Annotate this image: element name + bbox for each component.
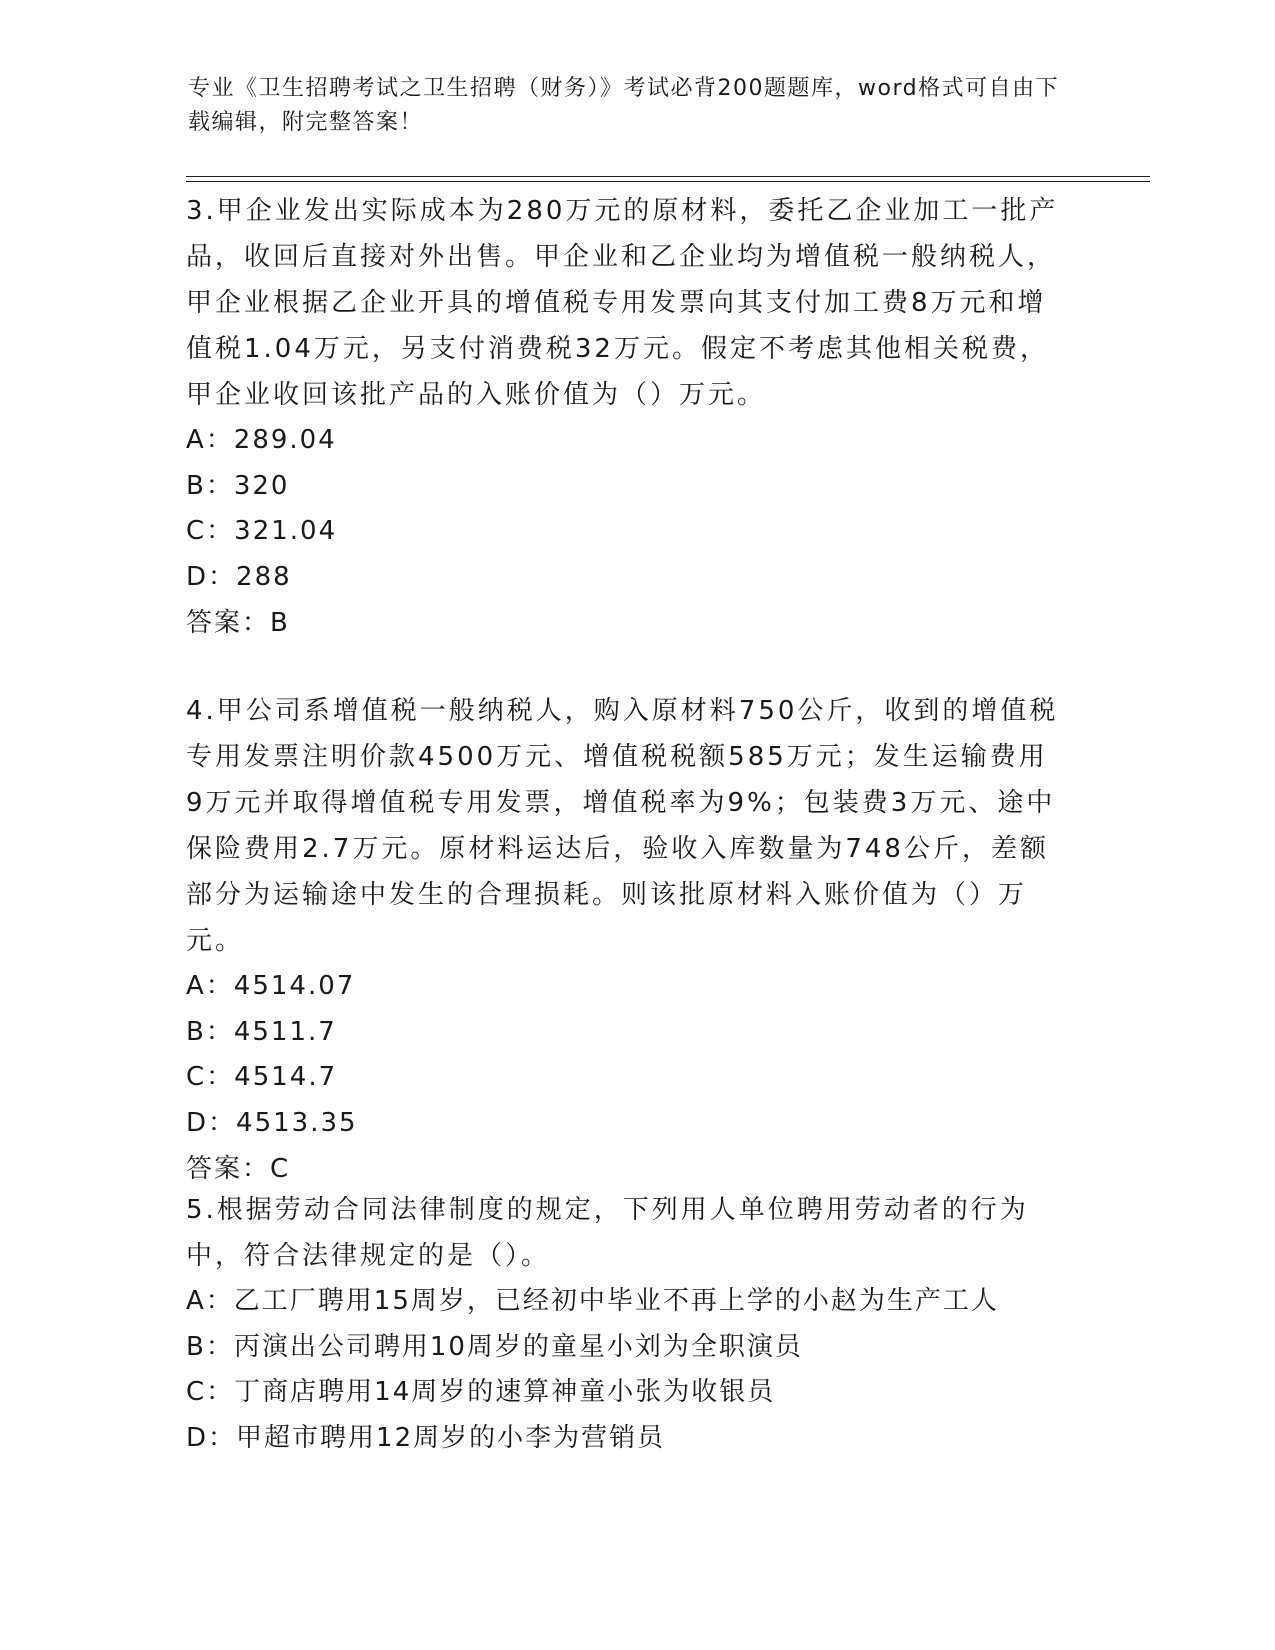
option-d: D：甲超市聘用12周岁的小李为营销员 xyxy=(186,1422,666,1453)
option-c: C：321.04 xyxy=(186,516,338,546)
option-c: C：4514.7 xyxy=(186,1062,338,1092)
question-stem: 5.根据劳动合同法律制度的规定，下列用人单位聘用劳动者的行为中，符合法律规定的是（）。 xyxy=(186,1195,1029,1271)
option-c: C：丁商店聘用14周岁的速算神童小张为收银员 xyxy=(186,1377,776,1407)
answer: 答案：C xyxy=(186,1154,291,1184)
question-5 xyxy=(186,1187,1066,1461)
document-header: 专业《卫生招聘考试之卫生招聘（财务）》考试必背200题题库，word格式可自由下载编辑，附完整答案！ xyxy=(188,76,1060,135)
option-d: D：288 xyxy=(186,561,292,592)
answer: 答案：B xyxy=(186,608,290,638)
option-b: B：320 xyxy=(186,470,290,501)
option-a: A：4514.07 xyxy=(186,971,356,1001)
header-divider-double xyxy=(186,181,1150,182)
question-stem: 4.甲公司系增值税一般纳税人，购入原材料750公斤，收到的增值税专用发票注明价款4500万元、增值税税额585万元；发生运输费用9万元并取得增值税专用发票，增值税率为9%；包装费3万元、途中保险费用2.7万元。原材料运达后，验收入库数量为748公斤，差额部分为运输途中发生的合理损耗。则该批原材料入账价值为（）万元。 xyxy=(186,696,1059,956)
question-stem: 3.甲企业发出实际成本为280万元的原材料，委托乙企业加工一批产品，收回后直接对外出售。甲企业和乙企业均为增值税一般纳税人，甲企业根据乙企业开具的增值税专用发票向其支付加工费8万元和增值税1.04万元，另支付消费税32万元。假定不考虑其他相关税费，甲企业收回该批产品的入账价值为（）万元。 xyxy=(186,196,1059,410)
option-b: B：4511.7 xyxy=(186,1016,337,1047)
option-a: A：乙工厂聘用15周岁，已经初中毕业不再上学的小赵为生产工人 xyxy=(186,1286,999,1316)
option-d: D：4513.35 xyxy=(186,1107,358,1138)
header-divider xyxy=(186,176,1150,177)
option-b: B：丙演出公司聘用10周岁的童星小刘为全职演员 xyxy=(186,1331,803,1362)
question-4 xyxy=(186,688,1066,1192)
question-3 xyxy=(186,188,1066,646)
option-a: A：289.04 xyxy=(186,425,337,455)
